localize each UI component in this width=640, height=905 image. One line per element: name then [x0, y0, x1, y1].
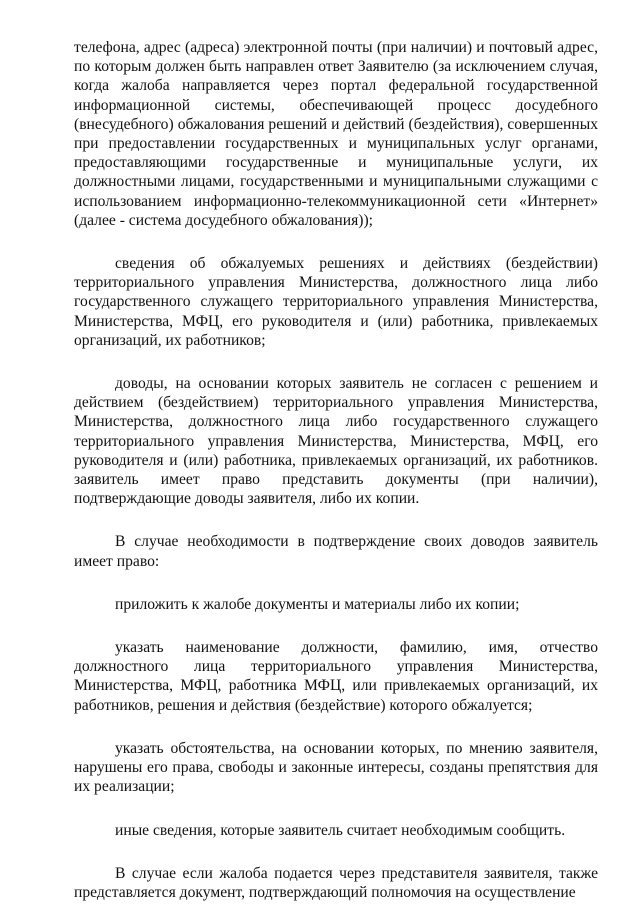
paragraph-arguments: доводы, на основании которых заявитель не согласен с решением и действием (бездействием) территориального управления Министерства, Министерства, должностного лица либо государственного служащего территориального управления Министерства, Министерства, МФЦ, его руководителя и (или) работника, привлекаемых организаций, их работников. заявитель имеет право представить документы (при наличии), подтверждающие доводы заявителя, либо их копии.	[74, 375, 598, 508]
paragraph-gap	[74, 508, 598, 532]
paragraph-gap	[74, 614, 598, 638]
paragraph-gap	[74, 840, 598, 864]
document-page	[74, 38, 598, 902]
paragraph-gap	[74, 350, 598, 374]
paragraph-specify-circumstances: указать обстоятельства, на основании которых, по мнению заявителя, нарушены его права, свободы и законные интересы, созданы препятствия для их реализации;	[74, 739, 598, 796]
paragraph-appealed-decisions: сведения об обжалуемых решениях и действиях (бездействии) территориального управления Министерства, должностного лица либо государственного служащего территориального управления Министерства, Министерства, МФЦ, его руководителя и (или) работника, привлекаемых организаций, их работников;	[74, 255, 598, 349]
paragraph-representative: В случае если жалоба подается через представителя заявителя, также представляется документ, подтверждающий полномочия на осуществление	[74, 864, 598, 901]
paragraph-gap	[74, 571, 598, 595]
paragraph-gap	[74, 715, 598, 739]
paragraph-attach-documents: приложить к жалобе документы и материалы либо их копии;	[115, 595, 520, 613]
paragraph-applicant-rights: В случае необходимости в подтверждение своих доводов заявитель имеет право:	[74, 533, 598, 570]
paragraph-gap	[74, 797, 598, 821]
paragraph-specify-official: указать наименование должности, фамилию, имя, отчество должностного лица территориального управления Министерства, Министерства, МФЦ, работника МФЦ, или привлекаемых организаций, их работников, решения и действия (бездействие) которого обжалуется;	[74, 639, 598, 714]
paragraph-contact-details: телефона, адрес (адреса) электронной почты (при наличии) и почтовый адрес, по которым должен быть направлен ответ Заявителю (за исключением случая, когда жалоба направляется через портал федеральной государственной информационной системы, обеспечивающей процесс досудебного (внесудебного) обжалования решений и действий (бездействия), совершенных при предоставлении государственных и муниципальных услуг органами, предоставляющими государственные и муниципальные услуги, их должностными лицами, государственными и муниципальными служащими с использованием информационно-телекоммуникационной сети «Интернет» (далее - система досудебного обжалования));	[74, 39, 598, 229]
paragraph-gap	[74, 230, 598, 254]
paragraph-other-information: иные сведения, которые заявитель считает необходимым сообщить.	[115, 821, 566, 839]
